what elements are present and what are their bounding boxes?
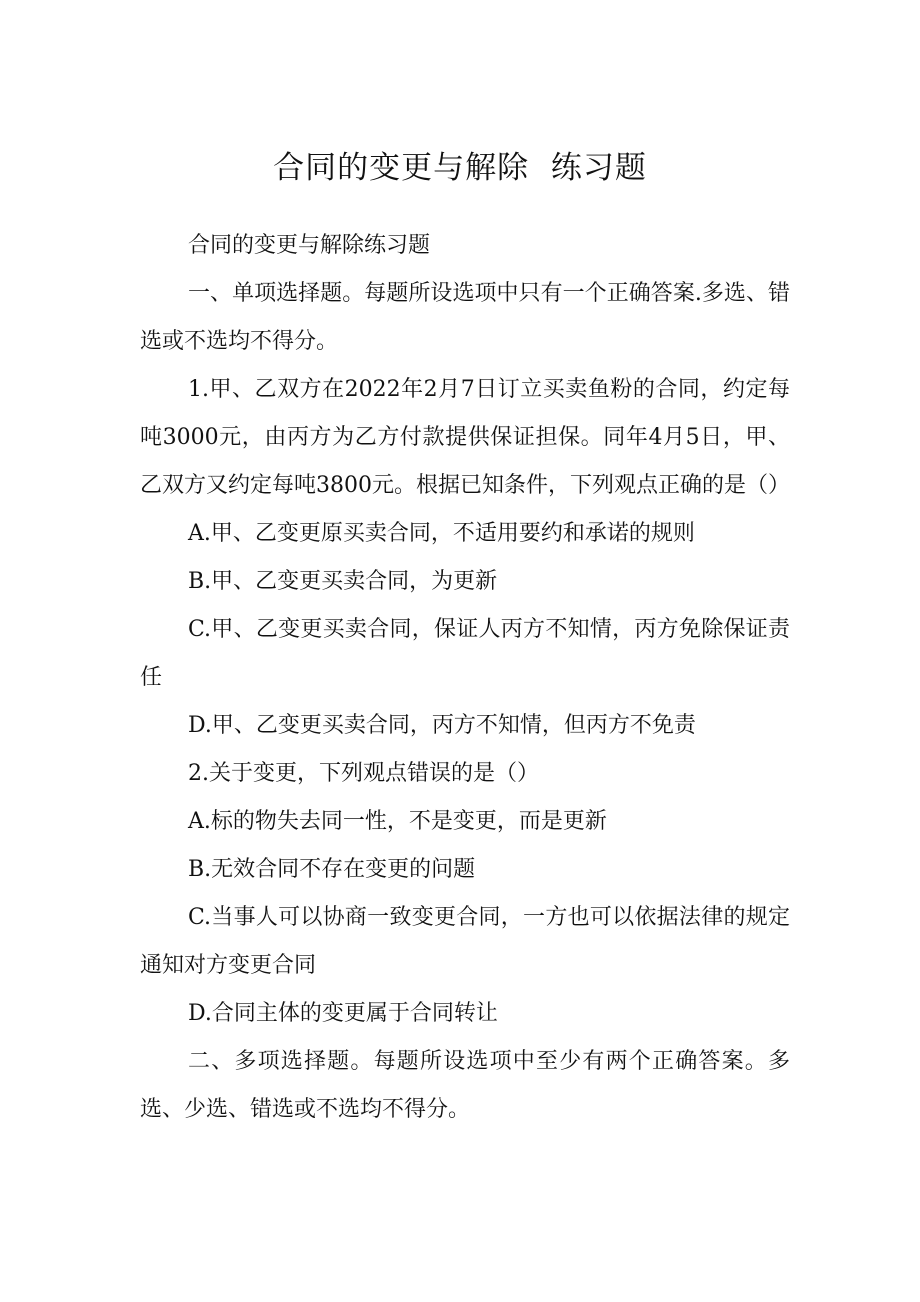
paragraph-question-1: 1.甲、乙双方在2022年2月7日订立买卖鱼粉的合同，约定每吨3000元，由丙方为乙方付款提供保证担保。同年4月5日，甲、乙双方又约定每吨3800元。根据已知条件，下列观点正确的是（） (140, 377, 790, 498)
paragraph-q1-option-b: B.甲、乙变更买卖合同，为更新 (188, 569, 498, 594)
paragraph-section-1-heading: 一、单项选择题。每题所设选项中只有一个正确答案.多选、错选或不选均不得分。 (140, 281, 790, 354)
paragraph-q2-option-a: A.标的物失去同一性，不是变更，而是更新 (188, 809, 607, 834)
paragraph-q2-option-d: D.合同主体的变更属于合同转让 (188, 1001, 498, 1026)
paragraph-subtitle: 合同的变更与解除练习题 (188, 233, 431, 258)
paragraph-q2-option-b: B.无效合同不存在变更的问题 (188, 857, 476, 882)
paragraph-q1-option-c: C.甲、乙变更买卖合同，保证人丙方不知情，丙方免除保证责任 (140, 617, 790, 690)
paragraph-q1-option-d: D.甲、乙变更买卖合同，丙方不知情，但丙方不免责 (188, 713, 696, 738)
paragraph-section-2-heading: 二、多项选择题。每题所设选项中至少有两个正确答案。多选、少选、错选或不选均不得分。 (140, 1049, 790, 1122)
paragraph-question-2: 2.关于变更，下列观点错误的是（） (188, 761, 539, 786)
paragraph-q1-option-a: A.甲、乙变更原买卖合同，不适用要约和承诺的规则 (188, 521, 695, 546)
document-body (140, 222, 790, 1134)
paragraph-q2-option-c: C.当事人可以协商一致变更合同，一方也可以依据法律的规定通知对方变更合同 (140, 905, 790, 978)
document-title: 合同的变更与解除 练习题 (273, 150, 647, 186)
